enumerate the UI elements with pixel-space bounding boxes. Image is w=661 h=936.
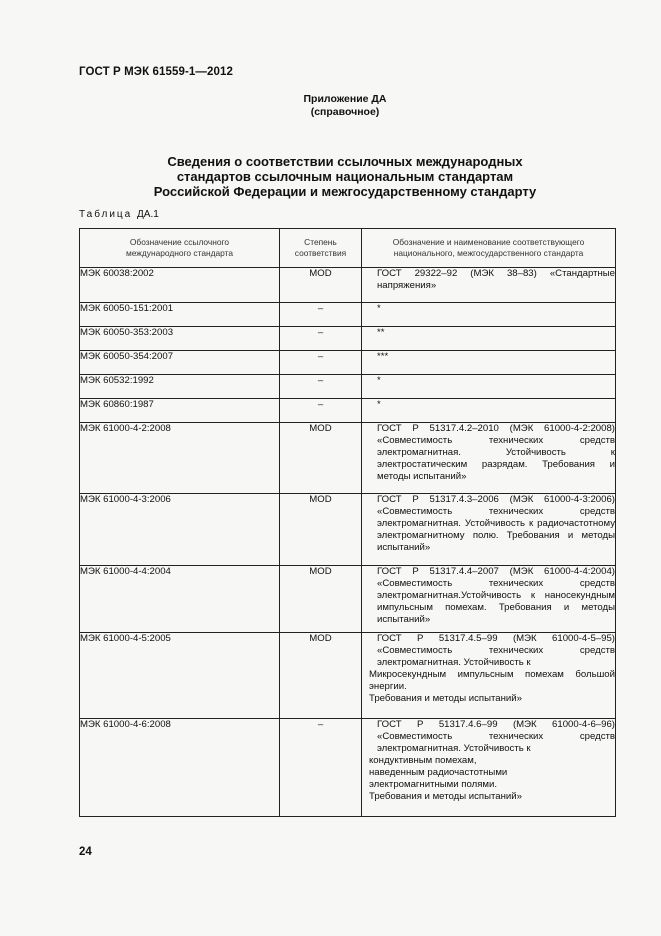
title-line: Российской Федерации и межгосударственному стандарту <box>153 184 537 199</box>
title-line: Сведения о соответствии ссылочных международных <box>167 154 523 169</box>
title-line: стандартов ссылочным национальным стандартам <box>176 169 514 184</box>
table-row <box>80 303 616 327</box>
cell-description: ГОСТ Р 51317.4.6–99 (МЭК 61000-4-6–96) «Совместимость технических средств электромагнитная. Устойчивость к кондуктивным помехам, наведенным радиочастотными электромагнитными полями. Требования и методы испытаний» <box>362 719 616 817</box>
table-row <box>80 494 616 566</box>
table-label-number: ДА.1 <box>137 209 159 220</box>
table-label <box>79 209 159 220</box>
cell-degree: – <box>280 399 362 423</box>
column-header: Обозначение и наименование соответствующего национального, межгосударственного стандарта <box>362 229 616 268</box>
table-row <box>80 268 616 303</box>
cell-description: ГОСТ Р 51317.4.5–99 (МЭК 61000-4-5–95) «Совместимость технических средств электромагнитная. Устойчивость к Микросекундным импульсным помехам большой энергии. Требования и методы испытаний» <box>362 633 616 719</box>
cell-description: * <box>362 303 616 327</box>
cell-degree: MOD <box>280 494 362 566</box>
page-number: 24 <box>79 846 92 858</box>
appendix-note: (справочное) <box>310 106 380 118</box>
appendix-heading <box>0 93 661 119</box>
table-row <box>80 399 616 423</box>
cell-degree: – <box>280 327 362 351</box>
document-header: ГОСТ Р МЭК 61559-1—2012 <box>79 66 233 78</box>
table-label-word: Таблица <box>79 209 133 220</box>
cell-code: МЭК 61000-4-4:2004 <box>80 566 280 633</box>
table-row <box>80 423 616 494</box>
cell-description: ГОСТ Р 51317.4.2–2010 (МЭК 61000-4-2:2008) «Совместимость технических средств электромагнитная. Устойчивость к электростатическим разрядам. Требования и методы испытаний» <box>362 423 616 494</box>
table-row <box>80 351 616 375</box>
cell-description: ГОСТ 29322–92 (МЭК 38–83) «Стандартные напряжения» <box>362 268 616 303</box>
table-row <box>80 327 616 351</box>
column-header: Степень соответствия <box>280 229 362 268</box>
correspondence-table <box>79 228 616 817</box>
cell-degree: – <box>280 719 362 817</box>
cell-description: *** <box>362 351 616 375</box>
cell-code: МЭК 61000-4-3:2006 <box>80 494 280 566</box>
cell-code: МЭК 60050-151:2001 <box>80 303 280 327</box>
cell-code: МЭК 60532:1992 <box>80 375 280 399</box>
column-header: Обозначение ссылочного международного стандарта <box>80 229 280 268</box>
table-row <box>80 566 616 633</box>
cell-description: ГОСТ Р 51317.4.4–2007 (МЭК 61000-4-4:2004) «Совместимость технических средств электромагнитная.Устойчивость к наносекундным импульсным помехам. Требования и методы испытаний» <box>362 566 616 633</box>
cell-degree: MOD <box>280 268 362 303</box>
cell-degree: MOD <box>280 633 362 719</box>
cell-code: МЭК 60050-354:2007 <box>80 351 280 375</box>
table-row <box>80 719 616 817</box>
table-header-row <box>80 229 616 268</box>
cell-degree: – <box>280 303 362 327</box>
cell-code: МЭК 61000-4-2:2008 <box>80 423 280 494</box>
cell-code: МЭК 60050-353:2003 <box>80 327 280 351</box>
cell-description: ** <box>362 327 616 351</box>
cell-description: * <box>362 399 616 423</box>
table-row <box>80 375 616 399</box>
cell-code: МЭК 60038:2002 <box>80 268 280 303</box>
cell-description: * <box>362 375 616 399</box>
cell-degree: – <box>280 351 362 375</box>
page-title <box>0 154 661 199</box>
cell-description: ГОСТ Р 51317.4.3–2006 (МЭК 61000-4-3:2006) «Совместимость технических средств электромагнитная. Устойчивость к радиочастотному электромагнитному полю. Требования и методы испытаний» <box>362 494 616 566</box>
cell-code: МЭК 61000-4-5:2005 <box>80 633 280 719</box>
cell-code: МЭК 61000-4-6:2008 <box>80 719 280 817</box>
table-row <box>80 633 616 719</box>
cell-degree: MOD <box>280 566 362 633</box>
cell-degree: – <box>280 375 362 399</box>
cell-code: МЭК 60860:1987 <box>80 399 280 423</box>
cell-degree: MOD <box>280 423 362 494</box>
appendix-title: Приложение ДА <box>303 93 387 105</box>
